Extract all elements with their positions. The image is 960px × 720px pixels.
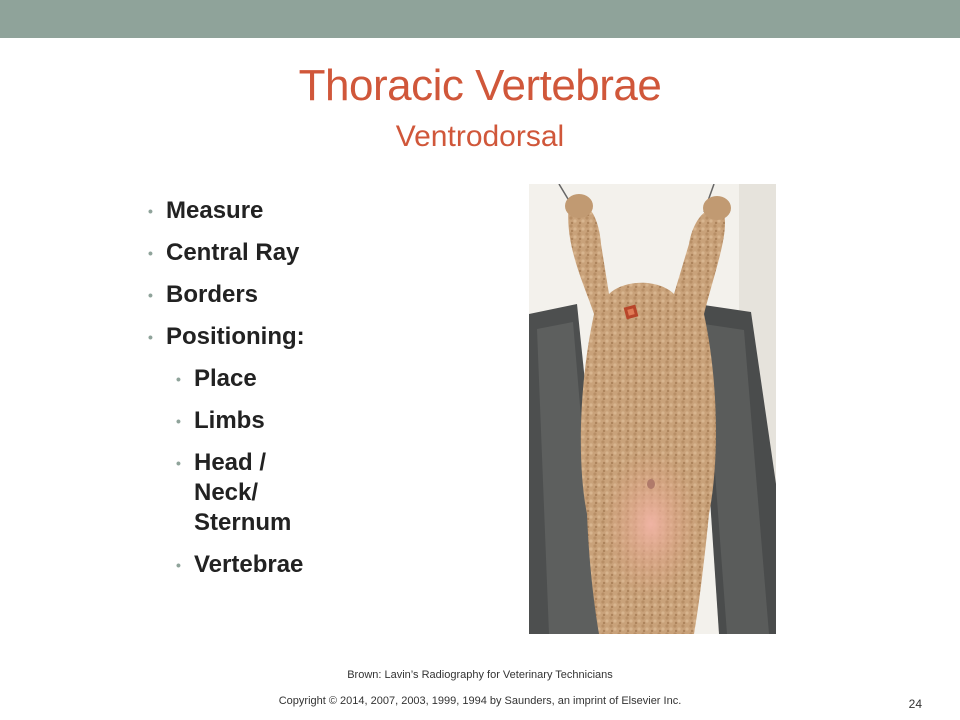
bullet-item-borders bbox=[148, 280, 488, 310]
dog-positioning-photo bbox=[529, 184, 776, 634]
bullet-dot-icon: • bbox=[176, 371, 181, 387]
bullet-dot-icon: • bbox=[176, 413, 181, 429]
sub-bullet-item-place bbox=[176, 364, 488, 394]
bullet-item-measure bbox=[148, 196, 488, 226]
sub-bullet-item-limbs bbox=[176, 406, 488, 436]
bullet-dot-icon: • bbox=[148, 203, 153, 219]
bullet-item-central-ray bbox=[148, 238, 488, 268]
slide-title: Thoracic Vertebrae bbox=[298, 61, 662, 110]
bullet-dot-icon: • bbox=[148, 245, 153, 261]
bullet-list bbox=[148, 196, 488, 592]
bullet-label: Measure bbox=[166, 197, 264, 224]
top-decorative-bar bbox=[0, 0, 960, 38]
bullet-item-positioning bbox=[148, 322, 488, 352]
bullet-label: Place bbox=[194, 365, 257, 392]
sub-bullet-item-head-neck-sternum bbox=[176, 448, 488, 538]
bullet-label: Positioning: bbox=[166, 323, 305, 350]
bullet-label: Borders bbox=[166, 281, 259, 308]
bullet-label: Head / Neck/ Sternum bbox=[194, 449, 292, 536]
bullet-dot-icon: • bbox=[176, 455, 181, 471]
sub-bullet-item-vertebrae bbox=[176, 550, 488, 580]
bullet-dot-icon: • bbox=[148, 287, 153, 303]
slide-subtitle: Ventrodorsal bbox=[395, 120, 565, 153]
bullet-label: Limbs bbox=[194, 407, 265, 434]
page-number: 24 bbox=[908, 697, 922, 711]
bullet-dot-icon: • bbox=[176, 557, 181, 573]
footer-copyright: Copyright © 2014, 2007, 2003, 1999, 1994 by Saunders, an imprint of Elsevier Inc. bbox=[278, 695, 682, 707]
bullet-label: Vertebrae bbox=[194, 551, 304, 578]
footer-citation: Brown: Lavin’s Radiography for Veterinary Technicians bbox=[347, 669, 613, 681]
bullet-label: Central Ray bbox=[166, 239, 300, 266]
bullet-dot-icon: • bbox=[148, 329, 153, 345]
